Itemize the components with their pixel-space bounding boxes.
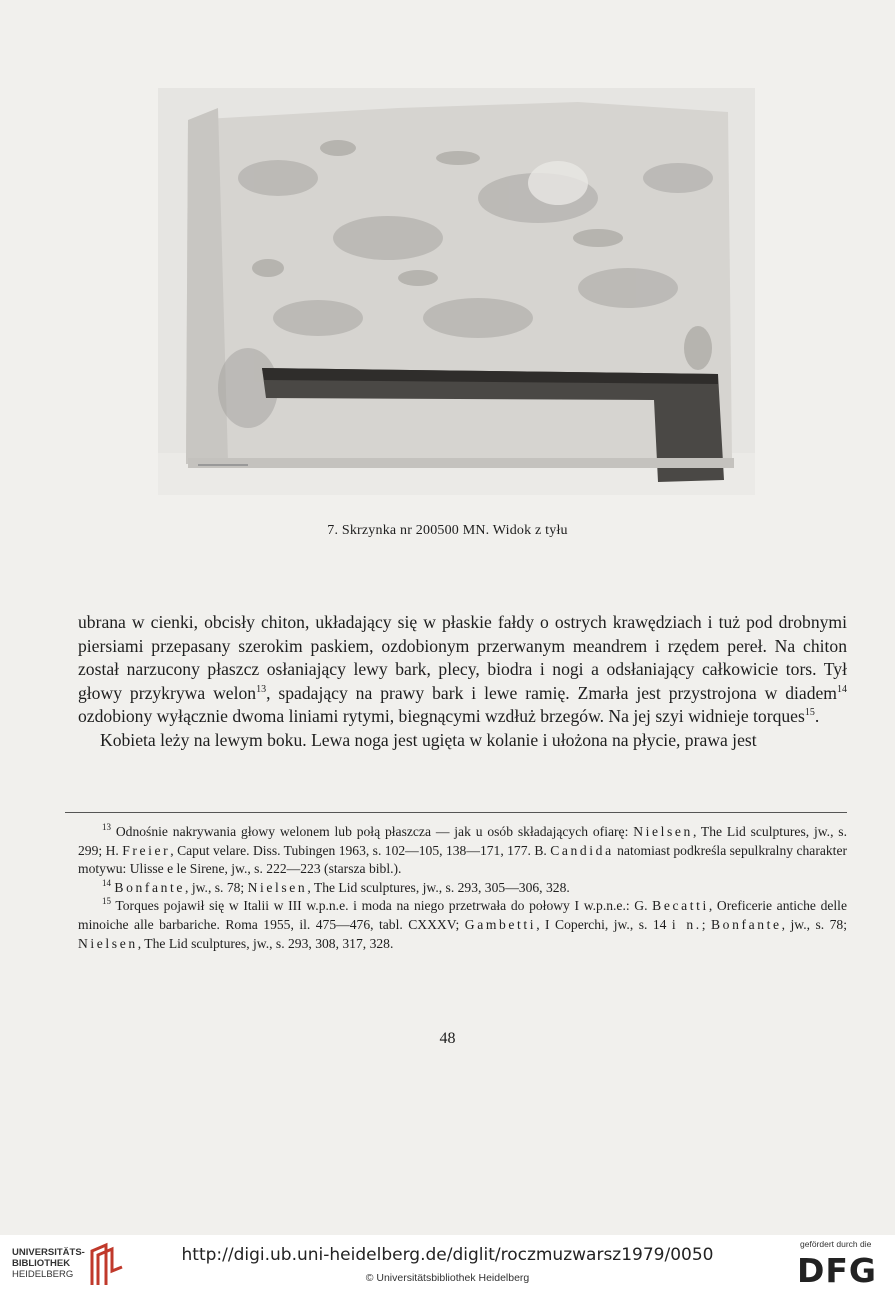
- library-logo-text[interactable]: UNIVERSITÄTS- BIBLIOTHEK HEIDELBERG: [12, 1247, 85, 1280]
- footnote-ref: 13: [256, 683, 267, 695]
- copyright-notice: © Universitätsbibliothek Heidelberg: [365, 1272, 530, 1284]
- footnote-ref: 14: [836, 683, 847, 695]
- artifact-photo: [158, 88, 755, 495]
- permalink-url[interactable]: http://digi.ub.uni-heidelberg.de/diglit/roczmuzwarsz1979/0050: [181, 1245, 714, 1265]
- footer-bar: [0, 1235, 895, 1296]
- footnote-15: $^{15}$ Torques pojawił się w Italii w III w.p.n.e. i moda na niego przetrwała do połowy I w.p.n.e.: G. Becatti, Oreficerie antiche delle minoiche alle barbariche. Roma 1955, il. 475—476, tabl. CXXXV; Gambetti, I Coperchi, jw., s. 14 i n.; Bonfante, jw., s. 78; Nielsen, The Lid sculptures, jw., s. 293, 308, 317, 328.: [78, 896, 847, 951]
- page-number: 48: [439, 1030, 456, 1047]
- footnote-ref: 15: [804, 707, 815, 719]
- footnote-13: $^{13}$ Odnośnie nakrywania głowy welonem lub połą płaszcza — jak u osób składających ofiarę: Nielsen, The Lid sculptures, jw., s. 299; H. Freier, Caput velare. Diss. Tubingen 1963, s. 102—105, 138—171, 177. B. Candida natomiast podkreśla sepulkralny charakter motywu: Ulisse e le Sirene, jw., s. 222—223 (starsza bibl.).: [78, 822, 848, 877]
- figure-caption: 7. Skrzynka nr 200500 MN. Widok z tyłu: [327, 523, 568, 538]
- footnote-14: $^{14}$ Bonfante, jw., s. 78; Nielsen, The Lid sculptures, jw., s. 293, 305—306, 328.: [102, 877, 570, 895]
- footnote-divider: [65, 812, 847, 813]
- paragraph: ubrana w cienki, obcisły chiton, układający się w płaskie fałdy o ostrych krawędziach i tuż pod drobnymi piersiami przepasany szerokim paskiem, ozdobionym przerwanym meandrem i rzędem pereł. Na chiton został narzucony płaszcz osłaniający lewy bark, plecy, biodra i nogi a odsłaniający całkowicie tors. Tył głowy przykrywa welon$^{13}$, spadający na prawy bark i lewe ramię. Zmarła jest przystrojona w diadem$^{14}$ ozdobiony wyłącznie dwoma liniami rytymi, biegnącymi wzdłuż brzegów. Na jej szyi widnieje torques$^{15}$.: [78, 612, 847, 727]
- dfg-logo[interactable]: DFG: [797, 1251, 878, 1290]
- body-text: [78, 611, 847, 753]
- funded-by-label: gefördert durch die: [800, 1239, 872, 1249]
- paragraph: Kobieta leży na lewym boku. Lewa noga jest ugięta w kolanie i ułożona na płycie, prawa jest: [100, 729, 757, 750]
- footnotes: [78, 823, 847, 953]
